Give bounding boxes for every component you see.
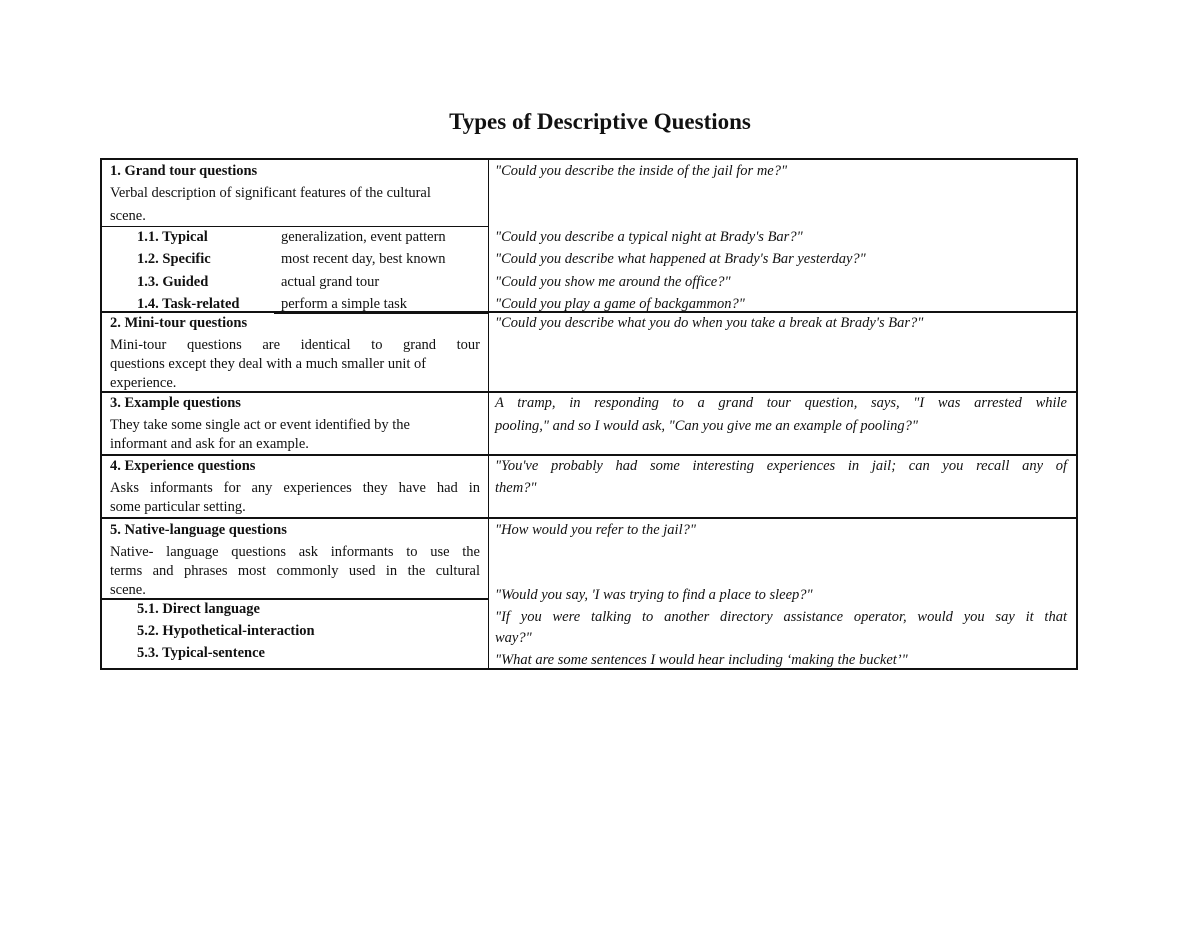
subtype-label-direct-language: 5.1. Direct language xyxy=(137,601,260,617)
grand-tour-desc-line-2: scene. xyxy=(110,208,146,224)
mini-tour-desc-line-1: Mini-tour questions are identical to grand tour xyxy=(110,337,480,353)
subtype-example-hypothetical-interaction-line-1: "If you were talking to another directory assistance operator, would you say it that xyxy=(495,609,1067,625)
subtype-desc-typical: generalization, event pattern xyxy=(281,229,446,245)
experience-questions-example-line-1: "You've probably had some interesting experiences in jail; can you recall any of xyxy=(495,458,1067,474)
subtype-label-typical: 1.1. Typical xyxy=(137,229,208,245)
subtype-desc-task-related: perform a simple task xyxy=(281,296,408,312)
experience-questions-example-line-2: them?" xyxy=(495,480,537,496)
example-questions-desc-line-2: informant and ask for an example. xyxy=(110,436,309,452)
grand-tour-desc-line-1: Verbal description of significant features of the cultural xyxy=(110,185,431,201)
subtype-label-specific: 1.2. Specific xyxy=(137,251,211,267)
example-questions-heading: 3. Example questions xyxy=(110,395,241,411)
subtype-example-hypothetical-interaction-line-2: way?" xyxy=(495,630,532,646)
native-language-desc-line-3: scene. xyxy=(110,582,146,598)
subtype-label-typical-sentence: 5.3. Typical-sentence xyxy=(137,645,265,661)
subtype-example-typical: "Could you describe a typical night at Brady's Bar?" xyxy=(495,229,803,245)
subtype-label-guided: 1.3. Guided xyxy=(137,274,209,290)
native-language-desc-line-2: terms and phrases most commonly used in the cultural xyxy=(110,563,480,579)
subtype-example-typical-sentence: "What are some sentences I would hear including ‘making the bucket’" xyxy=(495,652,908,668)
example-questions-desc-line-1: They take some single act or event identified by the xyxy=(110,417,410,433)
mini-tour-desc-line-3: experience. xyxy=(110,375,177,391)
native-language-example: "How would you refer to the jail?" xyxy=(495,522,696,538)
subtype-label-hypothetical-interaction: 5.2. Hypothetical-interaction xyxy=(137,623,315,639)
experience-questions-heading: 4. Experience questions xyxy=(110,458,256,474)
subtype-desc-specific: most recent day, best known xyxy=(281,251,446,267)
mini-tour-heading: 2. Mini-tour questions xyxy=(110,315,248,331)
native-language-heading: 5. Native-language questions xyxy=(110,522,287,538)
example-questions-example-line-1: A tramp, in responding to a grand tour question, says, "I was arrested while xyxy=(495,395,1067,411)
subtype-example-specific: "Could you describe what happened at Brady's Bar yesterday?" xyxy=(495,251,866,267)
grand-tour-example: "Could you describe the inside of the jail for me?" xyxy=(495,163,788,179)
column-divider xyxy=(488,160,489,668)
subtype-example-guided: "Could you show me around the office?" xyxy=(495,274,731,290)
grand-tour-heading: 1. Grand tour questions xyxy=(110,163,258,179)
mini-tour-example: "Could you describe what you do when you take a break at Brady's Bar?" xyxy=(495,315,924,331)
experience-questions-desc-line-2: some particular setting. xyxy=(110,499,246,515)
mini-tour-desc-line-2: questions except they deal with a much smaller unit of xyxy=(110,356,427,372)
native-language-desc-line-1: Native- language questions ask informants to use the xyxy=(110,544,480,560)
subtype-example-direct-language: "Would you say, 'I was trying to find a place to sleep?" xyxy=(495,587,813,603)
subtype-example-task-related: "Could you play a game of backgammon?" xyxy=(495,296,745,312)
page-title: Types of Descriptive Questions xyxy=(449,109,751,134)
descriptive-questions-table xyxy=(100,158,1078,670)
row-divider xyxy=(102,517,1076,519)
example-questions-example-line-2: pooling," and so I would ask, "Can you give me an example of pooling?" xyxy=(495,418,919,434)
subtype-desc-guided: actual grand tour xyxy=(281,274,380,290)
experience-questions-desc-line-1: Asks informants for any experiences they have had in xyxy=(110,480,480,496)
subtype-label-task-related: 1.4. Task-related xyxy=(137,296,240,312)
